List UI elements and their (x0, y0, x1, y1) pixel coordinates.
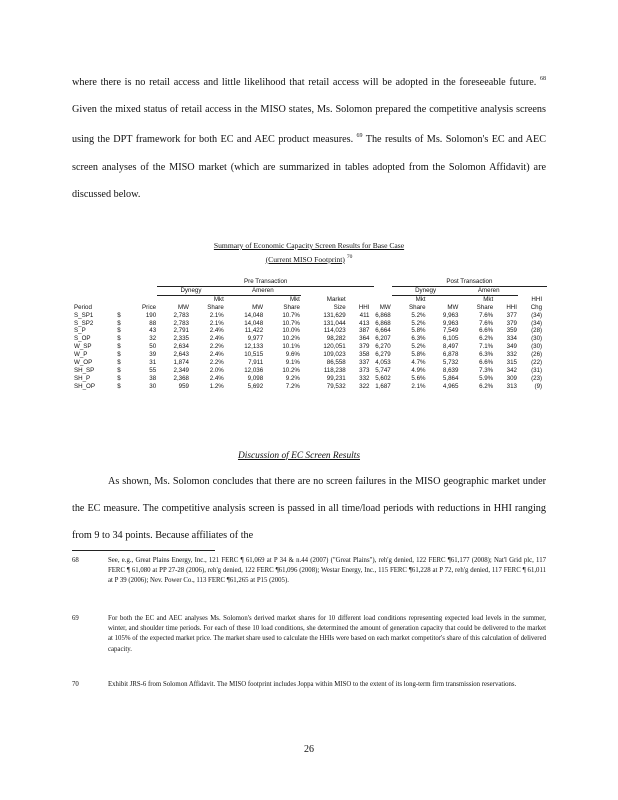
cell-a-sh: 10.2% (282, 335, 300, 343)
cell-p-sh: 4.7% (411, 359, 426, 367)
table-row (73, 335, 547, 343)
col-price: Price (142, 303, 157, 311)
post-ameren-header: Ameren (459, 286, 518, 295)
footnote-68: 68 See, e.g., Great Plains Energy, Inc., 121 FERC ¶ 61,069 at P 34 & n.44 (2007) ("Great Plains"), reh'g denied, 122 FERC ¶61,177 (2008); Nat'l Grid plc, 117 FERC ¶ 61,080 at PP 27-28 (2006), reh'g denied, 122 FERC ¶61,096 (2008); Westar Energy, Inc., 115 FERC ¶61,228 at P 72, reh'g denied, 117 FERC ¶ 61,011 at P 39 (2006); Nev. Power Co., 113 FERC ¶61,265 at P15 (2005). (72, 557, 546, 585)
cell-a-sh: 7.2% (285, 382, 300, 390)
cell-d-sh: 2.1% (209, 319, 224, 327)
cell-pa-mw: 5,732 (442, 359, 459, 367)
cell-pa-sh: 5.9% (479, 374, 494, 382)
table-row (73, 367, 547, 375)
cell-a-mw: 9,098 (247, 374, 264, 382)
cell-size: 86,558 (326, 359, 346, 367)
col-chg: Chg (530, 303, 543, 311)
cell-d-mw: 959 (178, 382, 189, 390)
cell-p-hhi: 332 (506, 351, 517, 359)
cell-a-sh: 10.7% (282, 311, 300, 319)
cell-p-hhi: 377 (506, 311, 517, 319)
cell-chg: (23) (531, 374, 543, 382)
cell-chg: (30) (531, 343, 543, 351)
cell-a-sh: 10.7% (282, 319, 300, 327)
cell-d-mw: 2,643 (173, 351, 189, 359)
cell-p-mw: 1,687 (375, 382, 391, 390)
footnote-69: 69 For both the EC and AEC analyses Ms. Solomon's derived market shares for 10 different load conditions representing expected load levels in the summer, winter, and shoulder time periods. For each of these 10 load conditions, she determined the amount of generation capacity that could be delivered to the market at 105% of the expected market price. The market share used to calculate the HHIs were based on each market competitor's share of this calculation of delivered capacity. (72, 615, 546, 653)
cell-a-sh: 10.0% (282, 327, 300, 335)
currency-symbol: $ (117, 319, 121, 327)
cell-price: 31 (149, 359, 157, 367)
col-mkt: Mkt (483, 295, 494, 303)
col-share: Share (283, 303, 300, 311)
cell-pa-sh: 7.3% (479, 366, 494, 374)
cell-d-sh: 2.4% (209, 351, 224, 359)
footnote-70: 70 Exhibit JRS-6 from Solomon Affidavit. The MISO footprint includes Joppa within MISO to the extent of its long-term firm transmission reservations. (72, 681, 517, 688)
cell-period: W_SP (74, 343, 92, 351)
cell-pa-mw: 4,965 (442, 382, 459, 390)
cell-chg: (31) (531, 366, 543, 374)
footnote-divider (72, 550, 215, 551)
cell-chg: (34) (531, 319, 543, 327)
cell-a-mw: 14,048 (244, 311, 264, 319)
cell-hhi: 413 (359, 319, 370, 327)
table-body (73, 312, 547, 391)
cell-pa-sh: 7.6% (479, 311, 494, 319)
cell-hhi: 364 (359, 335, 370, 343)
cell-p-hhi: 359 (506, 327, 517, 335)
cell-p-sh: 5.2% (411, 311, 426, 319)
table-title (150, 241, 468, 265)
cell-hhi: 337 (359, 359, 370, 367)
table-row (73, 375, 547, 383)
cell-size: 114,023 (323, 327, 346, 335)
cell-p-mw: 6,868 (375, 311, 391, 319)
table-title-line1: Summary of Economic Capacity Screen Results for Base Case (213, 241, 405, 250)
cell-chg: (34) (531, 311, 543, 319)
table-row (73, 327, 547, 335)
cell-d-sh: 2.4% (209, 374, 224, 382)
cell-pa-sh: 7.6% (479, 319, 494, 327)
cell-price: 39 (149, 351, 157, 359)
cell-price: 190 (145, 311, 157, 319)
cell-p-sh: 2.1% (411, 382, 426, 390)
cell-period: S_SP1 (74, 311, 94, 319)
cell-p-sh: 5.8% (411, 327, 426, 335)
col-hhi: HHI (358, 303, 370, 311)
page-number: 26 (304, 744, 314, 755)
footnote-ref-68[interactable]: 68 (540, 76, 546, 82)
cell-p-hhi: 342 (506, 366, 517, 374)
cell-a-mw: 12,036 (244, 366, 264, 374)
cell-period: SH_OP (74, 382, 95, 390)
cell-chg: (22) (531, 359, 543, 367)
cell-period: SH_SP (74, 366, 95, 374)
cell-hhi: 387 (359, 327, 370, 335)
cell-p-mw: 6,664 (375, 327, 391, 335)
cell-a-mw: 11,422 (244, 327, 264, 335)
post-transaction-header: Post Transaction (392, 278, 547, 286)
table-title-line2: (Current MISO Footprint) (265, 254, 345, 264)
table-row (73, 359, 547, 367)
pre-ameren-header: Ameren (225, 286, 301, 295)
col-mw: MW (447, 303, 459, 311)
footnote-ref-70[interactable]: 70 (346, 253, 353, 260)
cell-p-mw: 6,270 (375, 343, 391, 351)
cell-d-sh: 2.0% (209, 366, 224, 374)
cell-d-mw: 2,634 (173, 343, 189, 351)
table-row (73, 343, 547, 351)
cell-a-sh: 9.2% (285, 374, 300, 382)
cell-p-hhi: 349 (506, 343, 517, 351)
cell-period: S_SP2 (74, 319, 94, 327)
col-hhi: HHI (506, 303, 517, 311)
cell-period: S_P (74, 327, 86, 335)
cell-size: 131,629 (323, 311, 346, 319)
table-header-company-row (73, 286, 547, 295)
currency-symbol: $ (117, 311, 121, 319)
currency-symbol: $ (117, 343, 121, 351)
cell-size: 99,231 (326, 374, 346, 382)
cell-price: 32 (149, 335, 157, 343)
cell-a-mw: 5,692 (247, 382, 264, 390)
cell-p-hhi: 313 (506, 382, 517, 390)
cell-price: 30 (149, 382, 157, 390)
cell-a-mw: 12,133 (244, 343, 264, 351)
cell-p-sh: 5.8% (411, 351, 426, 359)
cell-p-sh: 5.6% (411, 374, 426, 382)
cell-hhi: 322 (359, 382, 370, 390)
col-mw: MW (379, 303, 391, 311)
cell-p-mw: 5,747 (375, 366, 391, 374)
col-mkt: Mkt (415, 295, 426, 303)
cell-a-mw: 7,911 (248, 359, 264, 367)
cell-price: 88 (149, 319, 157, 327)
table-header-group-row (73, 278, 547, 286)
cell-d-mw: 2,335 (173, 335, 189, 343)
cell-size: 98,282 (326, 335, 346, 343)
table-row (73, 383, 547, 391)
cell-price: 50 (149, 343, 157, 351)
col-size: Size (333, 303, 346, 311)
cell-p-hhi: 334 (506, 335, 517, 343)
table-header-mkt-row (73, 295, 547, 303)
screen-results-table (73, 278, 547, 391)
cell-pa-mw: 6,878 (442, 351, 459, 359)
cell-pa-mw: 9,963 (442, 319, 459, 327)
cell-hhi: 373 (359, 366, 370, 374)
cell-d-sh: 1.2% (209, 382, 224, 390)
cell-chg: (9) (534, 382, 543, 390)
col-share: Share (207, 303, 224, 311)
table-row (73, 351, 547, 359)
cell-p-hhi: 379 (506, 319, 517, 327)
cell-chg: (30) (531, 335, 543, 343)
cell-size: 79,532 (326, 382, 346, 390)
cell-period: W_P (74, 351, 88, 359)
cell-p-hhi: 315 (506, 359, 517, 367)
cell-d-sh: 2.1% (209, 311, 224, 319)
cell-chg: (28) (531, 327, 543, 335)
cell-a-mw: 9,977 (247, 335, 264, 343)
cell-p-hhi: 309 (506, 374, 517, 382)
cell-size: 118,238 (323, 366, 346, 374)
cell-d-mw: 2,783 (173, 311, 189, 319)
cell-hhi: 358 (359, 351, 370, 359)
table-header-col-row (73, 304, 547, 312)
cell-d-mw: 2,349 (173, 366, 189, 374)
cell-p-mw: 4,053 (375, 359, 391, 367)
cell-pa-sh: 6.2% (479, 335, 494, 343)
col-mkt: Mkt (213, 295, 224, 303)
cell-p-sh: 5.2% (411, 319, 426, 327)
cell-d-sh: 2.4% (209, 335, 224, 343)
cell-pa-mw: 8,497 (442, 343, 459, 351)
col-period: Period (74, 303, 92, 311)
table-row (73, 312, 547, 320)
currency-symbol: $ (117, 335, 121, 343)
cell-pa-mw: 8,639 (442, 366, 459, 374)
cell-d-mw: 2,368 (173, 374, 189, 382)
cell-p-mw: 6,207 (375, 335, 391, 343)
body-paragraph-bottom: As shown, Ms. Solomon concludes that there are no screen failures in the MISO geographic market under the EC measure. The competitive analysis screen is passed in all time/load periods with reductions in HHI ranging from 9 to 34 points. Because affiliates of the (72, 476, 546, 542)
cell-a-sh: 10.2% (282, 366, 300, 374)
cell-price: 43 (149, 327, 157, 335)
cell-a-mw: 10,515 (244, 351, 264, 359)
cell-a-sh: 10.1% (282, 343, 300, 351)
cell-d-sh: 2.4% (209, 327, 224, 335)
cell-hhi: 332 (359, 374, 370, 382)
col-share: Share (476, 303, 494, 311)
cell-price: 38 (149, 374, 157, 382)
pre-transaction-header: Pre Transaction (157, 278, 374, 286)
cell-period: SH_P (74, 374, 91, 382)
pre-dynegy-header: Dynegy (157, 286, 225, 295)
cell-hhi: 379 (359, 343, 370, 351)
col-mw: MW (178, 303, 189, 311)
currency-symbol: $ (117, 359, 121, 367)
cell-size: 131,044 (323, 319, 346, 327)
currency-symbol: $ (117, 327, 121, 335)
cell-d-mw: 2,783 (173, 319, 189, 327)
cell-pa-sh: 6.3% (479, 351, 494, 359)
col-market: Market (326, 295, 346, 303)
cell-a-mw: 14,048 (244, 319, 264, 327)
cell-p-sh: 6.3% (411, 335, 426, 343)
post-dynegy-header: Dynegy (392, 286, 460, 295)
cell-period: W_OP (74, 359, 93, 367)
cell-p-mw: 6,279 (375, 351, 391, 359)
cell-a-sh: 9.1% (285, 359, 300, 367)
cell-pa-mw: 6,105 (442, 335, 459, 343)
cell-p-mw: 5,602 (375, 374, 391, 382)
section-heading: Discussion of EC Screen Results (237, 451, 361, 461)
cell-size: 120,051 (323, 343, 346, 351)
col-mw: MW (252, 303, 264, 311)
cell-pa-sh: 7.1% (479, 343, 494, 351)
cell-d-mw: 1,874 (173, 359, 189, 367)
col-hhi: HHI (531, 295, 543, 303)
cell-price: 55 (149, 366, 157, 374)
cell-pa-sh: 6.2% (479, 382, 494, 390)
col-share: Share (409, 303, 426, 311)
cell-a-sh: 9.6% (285, 351, 300, 359)
currency-symbol: $ (117, 382, 121, 390)
table-row (73, 320, 547, 328)
cell-size: 109,023 (323, 351, 346, 359)
currency-symbol: $ (117, 366, 121, 374)
cell-pa-mw: 5,864 (442, 374, 459, 382)
cell-p-mw: 6,868 (375, 319, 391, 327)
cell-pa-sh: 6.6% (479, 359, 494, 367)
cell-pa-sh: 6.6% (479, 327, 494, 335)
col-mkt: Mkt (289, 295, 300, 303)
cell-pa-mw: 9,963 (442, 311, 459, 319)
currency-symbol: $ (117, 374, 121, 382)
cell-hhi: 411 (359, 311, 370, 319)
footnote-ref-69[interactable]: 69 (356, 133, 363, 140)
cell-p-sh: 5.2% (411, 343, 426, 351)
cell-chg: (26) (531, 351, 543, 359)
body-paragraph-top: where there is no retail access and little likelihood that retail access will be adopted in the foreseeable future. $^{68}$ Given the mixed status of retail access in the MISO states, Ms. Solomon prepared the competitive analysis screens using the DPT framework for both EC and AEC product measures. $^{69}$ The results of Ms. Solomon's EC and AEC screen analyses of the MISO market (which are summarized in tables adopted from the Solomon Affidavit) are discussed below. (72, 76, 546, 200)
currency-symbol: $ (117, 351, 121, 359)
cell-d-sh: 2.2% (209, 359, 224, 367)
cell-period: S_OP (74, 335, 91, 343)
cell-d-mw: 2,791 (173, 327, 189, 335)
cell-pa-mw: 7,549 (442, 327, 459, 335)
cell-p-sh: 4.9% (411, 366, 426, 374)
cell-d-sh: 2.2% (209, 343, 224, 351)
